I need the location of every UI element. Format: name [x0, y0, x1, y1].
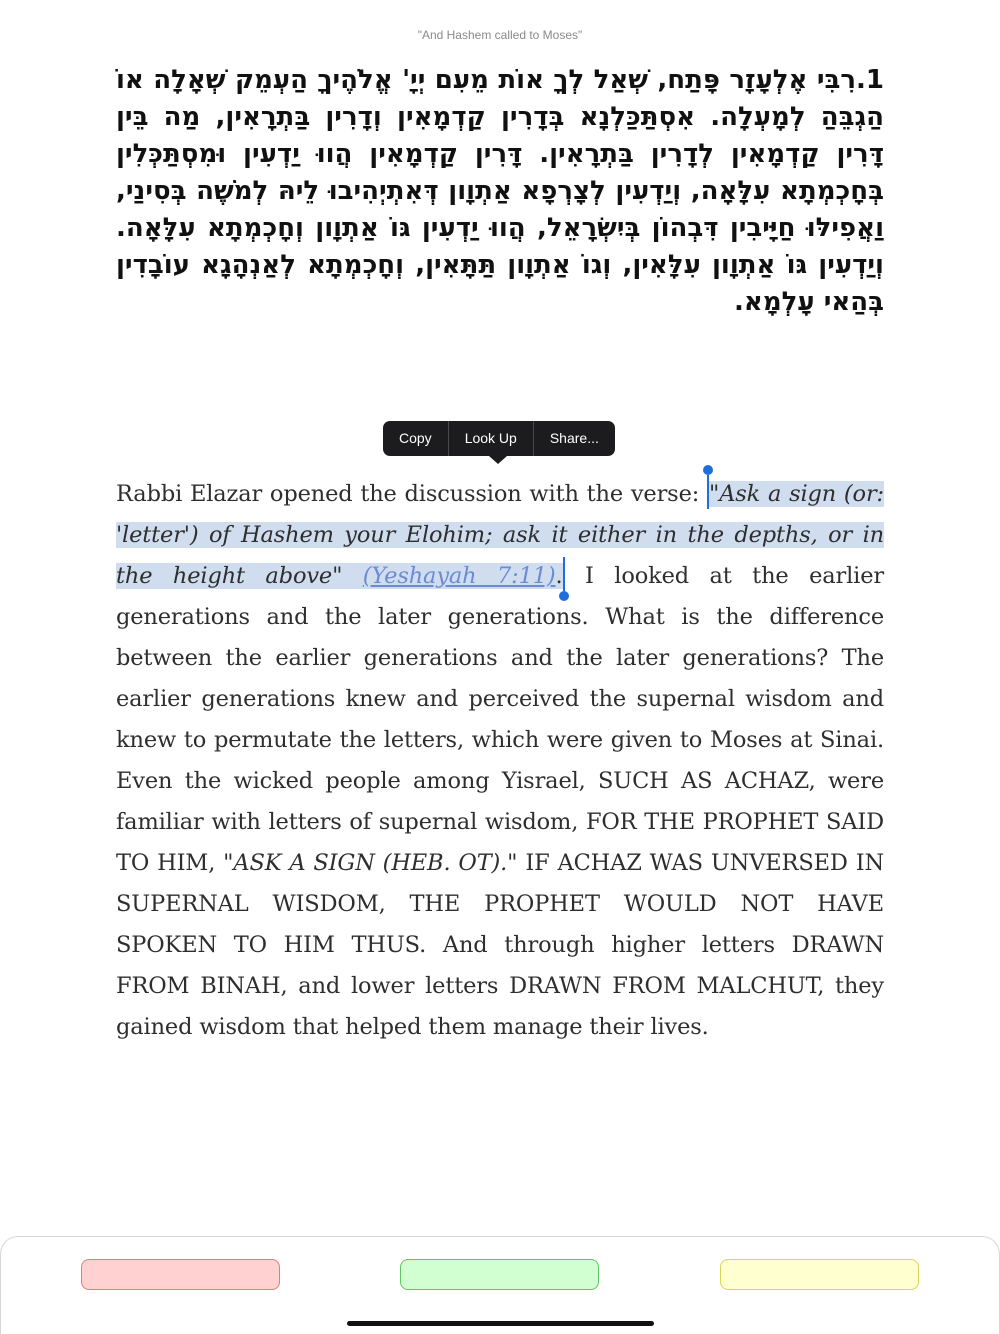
hebrew-verse-body[interactable]: רִבִּי אֶלְעָזָר פָּתַח, שְׁאַל לְךָ אוֹת מֵעִם יְיָ' אֱלֹהֶיךָ הַעְמֵק שְׁאָלָה אוֹ הַגְבֵּהַ לְמָעְלָה. אִסְתַּכַּלְנָא בְּדָרִין קַדְמָאִין וְדָרִין בַּתְרָאִין, מַה בֵּין דָּרִין קַדְמָאִין לְדָרִין בַּתְרָאִין. דָּרִין קַדְמָאִין הֲווּ יַדְעִין וּמִסְתַּכְּלִין בְּחָכְמְתָא עִלָּאָה, וְיַדְעִין לְצָרְפָא אַתְוָון דְּאִתְיְהִיבוּ לֵיהּ לְמֹשֶׁה בְּסִינַי, וַאֲפִילּוּ חַיָּיבִין דִּבְהוֹן בְּיִשְׂרָאֵל, הֲווּ יַדְעִין גּוֹ אַתְוָון וְחָכְמְתָא עִלָּאָה. וְיַדְעִין גּוֹ אַתְוָון עִלָּאִין, וְגוֹ אַתְוָון תַּתָּאִין, וְחָכְמְתָא לְאַנְהָגָא עוֹבָדִין בְּהַאי עָלְמָא. [116, 65, 884, 317]
reference-period: . [555, 563, 563, 589]
highlight-green-button[interactable] [400, 1259, 599, 1290]
translation-intro: Rabbi Elazar opened the discussion with the verse: [116, 481, 707, 507]
highlight-yellow-button[interactable] [720, 1259, 919, 1290]
selection-start-knob[interactable] [703, 465, 713, 475]
selection-start-handle[interactable] [707, 475, 709, 509]
inline-quote: "ASK A SIGN (HEB. OT)." [223, 850, 518, 876]
verse-number: 1. [856, 65, 884, 95]
highlight-toolbar [0, 1236, 1000, 1334]
selection-end-handle[interactable] [563, 557, 565, 591]
hebrew-source-text[interactable] [116, 62, 884, 321]
translation-body: I looked at the earlier generations and the later generations. What is the difference between the earlier generations and the later generations? The earlier generations knew and perceived the supernal wisdom and knew to permutate the letters, which were given to Moses at Sinai. Even the wicked people among Yisrael, SUCH AS ACHAZ, were familiar with letters of supernal wisdom, FOR THE PROPHET SAID TO HIM, [116, 563, 884, 876]
copy-button[interactable]: Copy [399, 430, 432, 446]
quoted-verse: Ask a sign (or: 'letter') of Hashem your Elohim; ask it either in the depths, or in the height above" [116, 481, 884, 589]
selection-end-knob[interactable] [559, 591, 569, 601]
menu-pointer-arrow [489, 456, 507, 464]
running-header-title: "And Hashem called to Moses" [417, 28, 583, 42]
home-indicator[interactable] [347, 1321, 654, 1326]
look-up-button[interactable]: Look Up [448, 421, 533, 456]
english-translation-text[interactable] [116, 474, 884, 1048]
text-selection-menu [383, 421, 615, 456]
verse-reference-link[interactable]: (Yeshayah 7:11) [362, 563, 556, 589]
highlight-red-button[interactable] [81, 1259, 280, 1290]
share-button[interactable]: Share... [533, 421, 615, 456]
quote-mark: " [708, 481, 720, 507]
translation-end: IF ACHAZ WAS UNVERSED IN SUPERNAL WISDOM, THE PROPHET WOULD NOT HAVE SPOKEN TO HIM THUS. And through higher letters DRAWN FROM BINAH, and lower letters DRAWN FROM MALCHUT, they gained wisdom that helped them manage their lives. [116, 850, 884, 1040]
